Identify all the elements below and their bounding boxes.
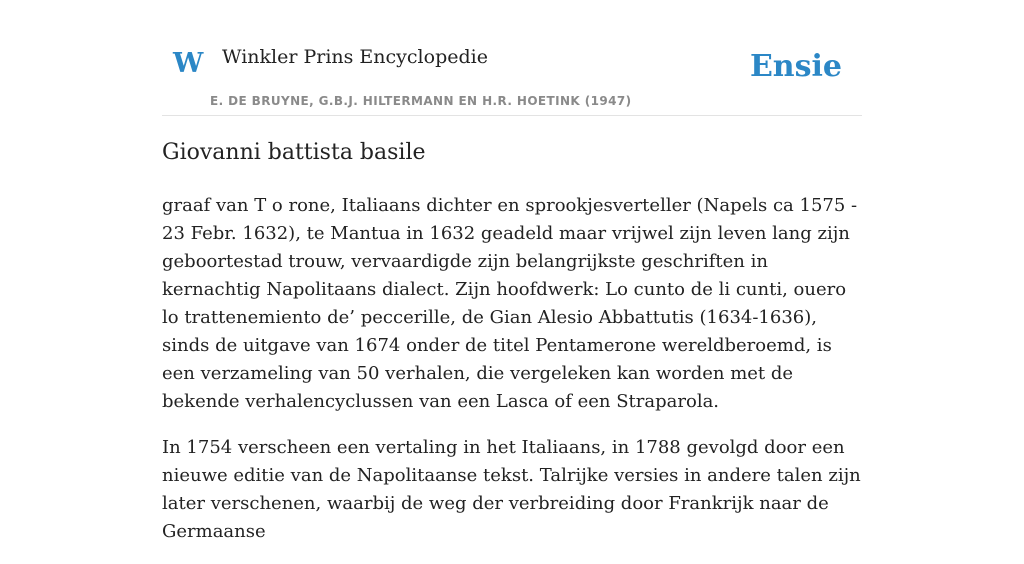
source-title-link[interactable]: Winkler Prins Encyclopedie (222, 46, 488, 68)
page-title: Giovanni battista basile (162, 140, 426, 165)
article-paragraph: In 1754 verscheen een vertaling in het Italiaans, in 1788 gevolgd door een nieuwe editie van de Napolitaanse tekst. Talrijke versies in andere talen zijn later verschenen, waarbij de weg der verbreiding door Frankrijk naar de Germaanse (162, 437, 861, 542)
article-body (162, 192, 862, 564)
article-paragraph: graaf van T o rone, Italiaans dichter en sprookjesverteller (Napels ca 1575 - 23 Febr. 1632), te Mantua in 1632 geadeld maar vrijwel zijn leven lang zijn geboortestad trouw, vervaardigde zijn belangrijkste geschriften in kernachtig Napolitaans dialect. Zijn hoofdwerk: Lo cunto de li cunti, ouero lo trattenemiento de’ peccerille, de Gian Alesio Abbattutis (1634-1636), sinds de uitgave van 1674 onder de titel Pentamerone wereldberoemd, is een verzameling van 50 verhalen, die vergeleken kan worden met de bekende verhalencyclussen van een Lasca of een Straparola. (162, 195, 858, 412)
source-logo-icon: W (173, 48, 204, 79)
header (162, 0, 862, 116)
ensie-logo[interactable]: Ensie (749, 49, 842, 84)
source-authors: E. DE BRUYNE, G.B.J. HILTERMANN EN H.R. HOETINK (1947) (210, 94, 632, 108)
